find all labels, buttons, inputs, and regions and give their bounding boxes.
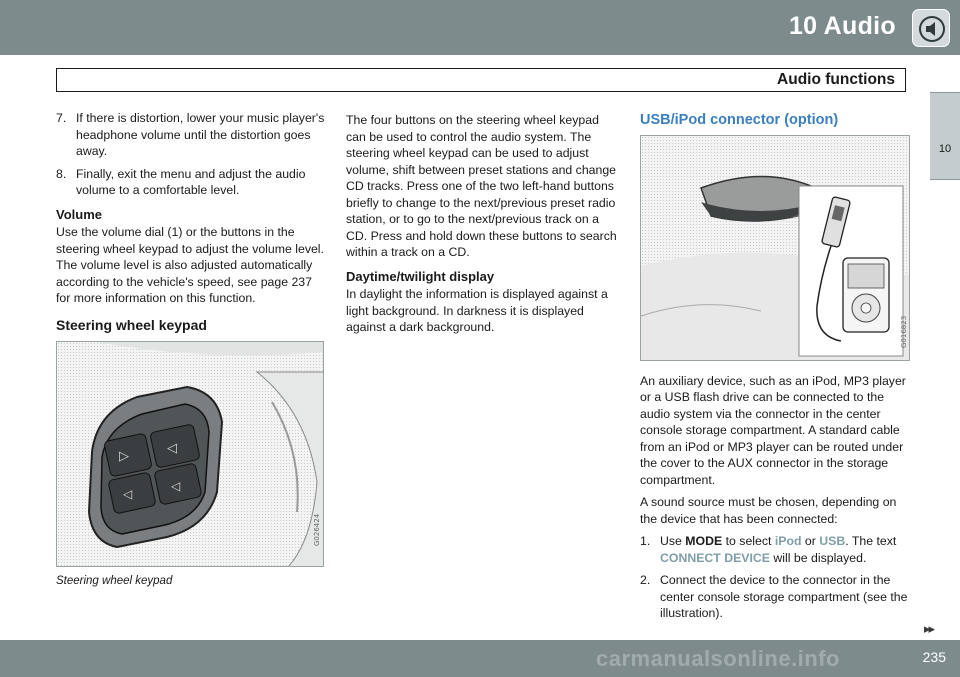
connect-device-message: CONNECT DEVICE [660,550,770,565]
section-title: Audio functions [777,71,895,88]
usb-source-label: USB [819,534,846,548]
chapter-title: 10 Audio [788,12,896,40]
list-item [640,533,910,566]
keypad-heading: Steering wheel keypad [56,316,207,333]
usb-para-1: An auxiliary device, such as an iPod, MP3 player or a USB flash drive can be connected to the audio system via the connector in the center console storage compartment. A standard cable from an iPod or MP3 player can be routed under the cover to the AUX connector in the storage compartment. [640,373,906,487]
figure-code: G026424 [313,513,321,546]
steering-wheel-keypad-illustration [57,342,324,567]
next-page-arrows-icon[interactable]: ▸▸ [924,621,934,636]
step1-the-text: . The text [845,534,897,548]
list-number: 1. [640,534,651,548]
column-3 [640,112,910,628]
chapter-side-tab[interactable] [930,92,960,180]
list-text: Connect the device to the connector in the center console storage compartment (see the illustration). [660,573,908,620]
step1-select: to select [725,534,772,548]
list-text: If there is distortion, lower your music player's headphone volume until the distortion goes away. [76,111,325,158]
list-number: 8. [56,166,67,181]
step1-use: Use [660,534,682,548]
display-text: In daylight the information is displayed against a light background. In darkness it is displayed against a dark background. [346,287,608,334]
steering-wheel-keypad-figure [56,341,324,567]
list-item [56,166,326,199]
list-number: 2. [640,573,651,587]
speaker-icon [912,9,950,47]
svg-text:▷: ▷ [119,449,129,464]
svg-text:◁: ◁ [123,487,133,501]
list-text: Finally, exit the menu and adjust the audio volume to a comfortable level. [76,166,306,197]
step1-or: or [804,534,816,548]
usb-ipod-connector-figure [640,135,910,361]
column-2 [346,112,618,342]
side-tab-label: 10 [938,143,952,155]
column-1 [56,110,326,590]
usb-ipod-connector-illustration [641,136,910,361]
list-number: 7. [56,111,67,125]
volume-heading: Volume [56,206,102,222]
figure-caption: Steering wheel keypad [56,575,173,587]
ipod-source-label: iPod [774,534,802,548]
volume-text: Use the volume dial (1) or the buttons in the steering wheel keypad to adjust the volume level. The volume level is also adjusted automatically according to the vehicle's speed, see page 237 for more information on this function. [56,225,324,305]
page-number: 235 [922,649,946,665]
keypad-intro-text: The four buttons on the steering wheel keypad can be used to control the audio system. The steering wheel keypad can be used to adjust volume, shift between preset stations and change CD tracks. Press one of the two left-hand buttons briefly to change to the next/previous preset radio station, or to go to the next/previous track on a CD. Press and hold down these buttons to search within a track on a CD. [346,113,617,259]
usb-ipod-heading: USB/iPod connector (option) [640,112,839,128]
svg-text:◁: ◁ [171,479,181,493]
mode-button-label: MODE [685,534,723,548]
list-item [640,572,910,622]
section-title-box [56,68,906,92]
usb-para-2: A sound source must be chosen, depending on the device that has been connected: [640,495,897,526]
figure-code: G016823 [900,315,908,348]
display-heading: Daytime/twilight display [346,268,495,284]
list-item [56,110,326,160]
watermark: carmanualsonline.info [596,646,840,671]
step1-end: will be displayed. [773,550,867,565]
svg-text:◁: ◁ [167,441,177,456]
